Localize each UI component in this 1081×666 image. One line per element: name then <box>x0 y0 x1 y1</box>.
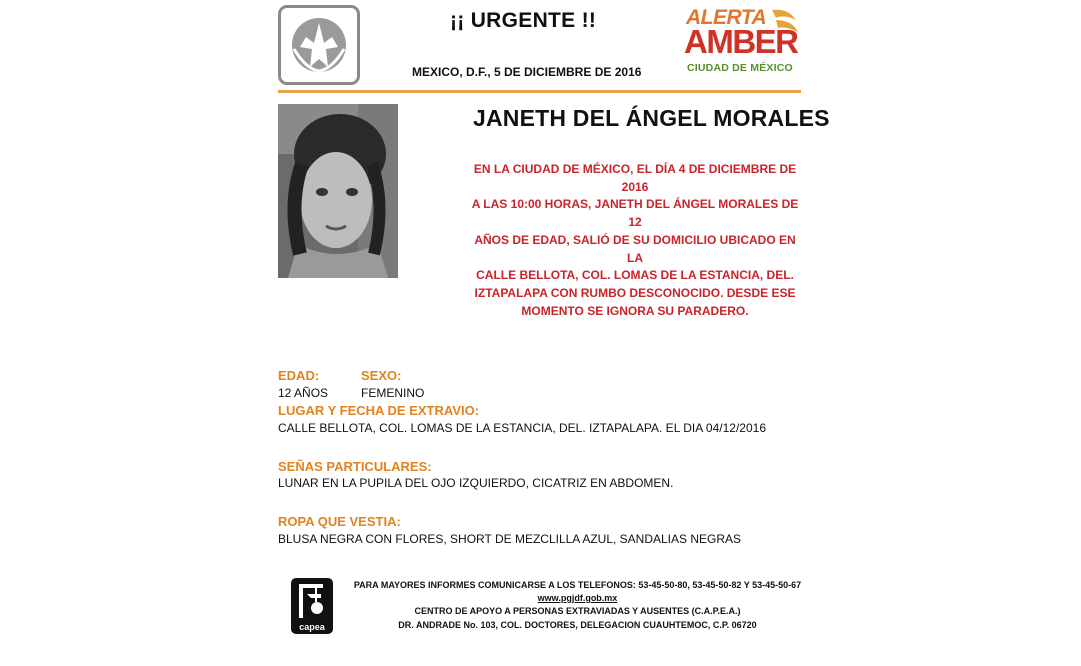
clothes-label: ROPA QUE VESTIA: <box>278 514 401 529</box>
website-link[interactable]: www.pgjdf.gob.mx <box>537 593 618 603</box>
narrative-line: CALLE BELLOTA, COL. LOMAS DE LA ESTANCIA, DEL. <box>476 268 794 283</box>
sex-label: SEXO: <box>361 368 402 383</box>
footer-address: DR. ANDRADE No. 103, COL. DOCTORES, DELEGACION CUAUHTEMOC, C.P. 06720 <box>398 620 757 630</box>
narrative-line: IZTAPALAPA CON RUMBO DESCONOCIDO. DESDE ESE <box>474 285 796 300</box>
dateline: MEXICO, D.F., 5 DE DICIEMBRE DE 2016 <box>412 65 642 79</box>
amber-alerta-text: ALERTA <box>686 6 767 29</box>
narrative-line: EN LA CIUDAD DE MÉXICO, EL DÍA 4 DE DICIEMBRE DE 2016 <box>473 162 797 194</box>
capea-logo <box>291 578 333 634</box>
amber-amber-text: AMBER <box>684 23 798 60</box>
age-value: 12 AÑOS <box>278 386 329 400</box>
narrative <box>470 161 800 320</box>
angel-emblem-icon <box>286 13 352 77</box>
portrait-image <box>278 104 398 278</box>
urgent-title: ¡¡ URGENTE !! <box>450 9 597 32</box>
sex-value: FEMENINO <box>361 386 425 400</box>
age-label: EDAD: <box>278 368 320 383</box>
marks-value: LUNAR EN LA PUPILA DEL OJO IZQUIERDO, CICATRIZ EN ABDOMEN. <box>278 476 674 490</box>
narrative-line: AÑOS DE EDAD, SALIÓ DE SU DOMICILIO UBICADO EN LA <box>474 232 796 265</box>
place-value: CALLE BELLOTA, COL. LOMAS DE LA ESTANCIA, DEL. IZTAPALAPA. EL DIA 04/12/2016 <box>278 421 766 435</box>
clothes-value: BLUSA NEGRA CON FLORES, SHORT DE MEZCLILLA AZUL, SANDALIAS NEGRAS <box>278 532 742 546</box>
marks-label: SEÑAS PARTICULARES: <box>278 459 432 474</box>
narrative-line: A LAS 10:00 HORAS, JANETH DEL ÁNGEL MORALES DE 12 <box>471 197 799 230</box>
footer-center: CENTRO DE APOYO A PERSONAS EXTRAVIADAS Y AUSENTES (C.A.P.E.A.) <box>414 606 741 616</box>
narrative-line: MOMENTO SE IGNORA SU PARADERO. <box>521 303 749 318</box>
place-label: LUGAR Y FECHA DE EXTRAVIO: <box>278 403 480 418</box>
amber-city-text: CIUDAD DE MÉXICO <box>687 62 793 74</box>
footer-phones: PARA MAYORES INFORMES COMUNICARSE A LOS TELEFONOS: 53-45-50-80, 53-45-50-82 Y 53-45-50-67 <box>353 580 802 590</box>
missing-person-photo <box>278 104 398 278</box>
pgjdf-logo <box>278 5 360 85</box>
capea-logo-text: capea <box>299 622 325 632</box>
person-name: JANETH DEL ÁNGEL MORALES <box>473 105 830 131</box>
footer-website-row <box>350 593 805 603</box>
header-divider <box>278 90 801 93</box>
capea-emblem-icon <box>291 578 333 634</box>
